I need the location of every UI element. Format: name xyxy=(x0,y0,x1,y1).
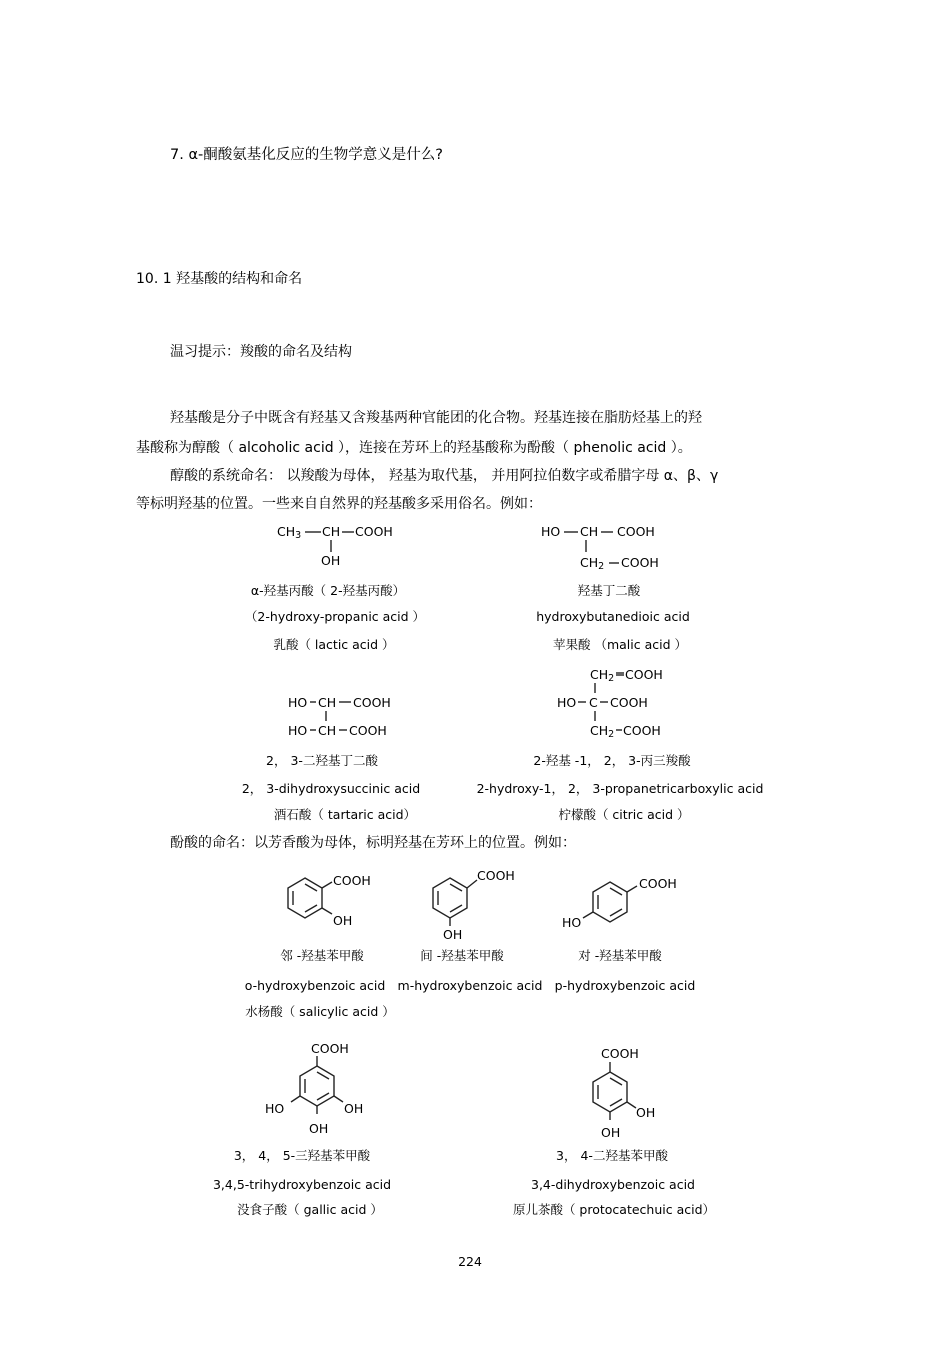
benzene-ring-icon xyxy=(297,1064,337,1108)
question-7: 7. α-酮酸氨基化反应的生物学意义是什么? xyxy=(170,147,443,163)
single-bond xyxy=(585,540,587,552)
substituent-label: COOH xyxy=(639,876,677,891)
single-bond xyxy=(305,531,321,533)
formula-subscript: 2 xyxy=(598,561,605,572)
benzene-ring-icon xyxy=(590,1070,630,1114)
single-bond xyxy=(310,729,316,731)
page-number: 224 xyxy=(458,1254,482,1269)
para-name-en: p-hydroxybenzoic acid xyxy=(554,978,696,993)
paragraph-line: 基酸称为醇酸（ alcoholic acid ），连接在芳环上的羟基酸称为酚酸（ phenolic acid ）。 xyxy=(136,440,692,456)
substituent-label: OH xyxy=(636,1105,656,1120)
substituent-label: COOH xyxy=(601,1046,639,1061)
substituent-label: COOH xyxy=(333,873,371,888)
single-bond xyxy=(339,701,351,703)
substituent-label: OH xyxy=(601,1125,621,1140)
single-bond xyxy=(330,540,332,552)
substituent-label: OH xyxy=(333,913,353,928)
substituent-label: COOH xyxy=(311,1041,349,1056)
paragraph-line: 醇酸的系统命名： 以羧酸为母体， 羟基为取代基， 并用阿拉伯数字或希腊字母 α、β、γ xyxy=(170,468,719,484)
citric-common-name: 柠檬酸（ citric acid ） xyxy=(558,807,690,822)
formula-atom: COOH xyxy=(621,555,659,570)
formula-atom: CH xyxy=(322,524,341,539)
formula-atom: COOH xyxy=(349,723,387,738)
formula-atom: HO xyxy=(288,723,308,738)
review-tip: 温习提示：羧酸的命名及结构 xyxy=(170,344,352,360)
formula-atom: CH xyxy=(580,524,599,539)
single-bond xyxy=(342,531,354,533)
formula-atom: COOH xyxy=(623,723,661,738)
formula-subscript: 2 xyxy=(608,673,615,684)
single-bond xyxy=(601,531,613,533)
single-bond xyxy=(310,701,316,703)
benzene-ring-icon xyxy=(430,876,470,920)
formula-atom: COOH xyxy=(355,524,393,539)
substituent-label: COOH xyxy=(477,868,515,883)
formula-atom: CH xyxy=(580,555,599,570)
phenol-acid-intro: 酚酸的命名：以芳香酸为母体，标明羟基在芳环上的位置。例如： xyxy=(170,835,576,851)
citric-name-cn: 2-羟基 -1， 2， 3-丙三羧酸 xyxy=(533,753,691,768)
single-bond xyxy=(609,562,619,564)
tartaric-name-cn: 2， 3-二羟基丁二酸 xyxy=(266,753,378,768)
formula-atom: COOH xyxy=(625,667,663,682)
substituent-label: HO xyxy=(562,915,582,930)
formula-atom: CH xyxy=(277,524,296,539)
proto-name-cn: 3， 4-二羟基苯甲酸 xyxy=(556,1148,668,1163)
formula-atom: OH xyxy=(321,553,341,568)
single-bond xyxy=(616,729,622,731)
lactic-name-en: （2-hydroxy-propanic acid ） xyxy=(244,609,426,624)
malic-common-name: 苹果酸 （malic acid ） xyxy=(552,637,688,652)
formula-subscript: 3 xyxy=(295,530,302,541)
meta-name-en: m-hydroxybenzoic acid xyxy=(397,978,543,993)
formula-atom: CH xyxy=(318,695,337,710)
ortho-common-name: 水杨酸（ salicylic acid ） xyxy=(245,1004,395,1019)
formula-atom: CH xyxy=(590,667,609,682)
single-bond xyxy=(564,531,578,533)
lactic-name-cn: α-羟基丙酸（ 2-羟基丙酸） xyxy=(250,583,406,598)
gallic-common-name: 没食子酸（ gallic acid ） xyxy=(237,1202,383,1217)
substituent-label: HO xyxy=(265,1101,285,1116)
ortho-name-en: o-hydroxybenzoic acid xyxy=(244,978,386,993)
formula-atom: HO xyxy=(541,524,561,539)
tartaric-common-name: 酒石酸（ tartaric acid） xyxy=(273,807,417,822)
formula-atom: COOH xyxy=(610,695,648,710)
single-bond xyxy=(600,701,608,703)
ortho-name-cn: 邻 -羟基苯甲酸 xyxy=(280,948,364,963)
substituent-label: OH xyxy=(443,927,463,942)
formula-atom: COOH xyxy=(617,524,655,539)
citric-name-en: 2-hydroxy-1， 2， 3-propanetricarboxylic acid xyxy=(476,781,764,796)
single-bond xyxy=(594,683,596,693)
formula-atom: C xyxy=(589,695,598,710)
formula-atom: HO xyxy=(288,695,308,710)
tartaric-name-en: 2， 3-dihydroxysuccinic acid xyxy=(241,781,421,796)
substituent-label: OH xyxy=(344,1101,364,1116)
formula-atom: CH xyxy=(318,723,337,738)
paragraph-line: 等标明羟基的位置。一些来自自然界的羟基酸多采用俗名。例如： xyxy=(136,496,542,512)
para-name-cn: 对 -羟基苯甲酸 xyxy=(578,948,662,963)
paragraph-line: 羟基酸是分子中既含有羟基又含羧基两种官能团的化合物。羟基连接在脂肪烃基上的羟 xyxy=(170,410,702,426)
benzene-ring-icon xyxy=(285,876,325,920)
proto-common-name: 原儿茶酸（ protocatechuic acid） xyxy=(512,1202,716,1217)
malic-name-en: hydroxybutanedioic acid xyxy=(536,609,690,624)
gallic-name-en: 3,4,5-trihydroxybenzoic acid xyxy=(212,1177,392,1192)
lactic-common-name: 乳酸（ lactic acid ） xyxy=(273,637,395,652)
single-bond xyxy=(578,701,586,703)
benzene-ring-icon xyxy=(590,880,630,924)
single-bond xyxy=(339,729,347,731)
single-bond xyxy=(594,711,596,721)
gallic-name-cn: 3， 4， 5-三羟基苯甲酸 xyxy=(233,1148,371,1163)
formula-atom: HO xyxy=(557,695,577,710)
formula-atom: CH xyxy=(590,723,609,738)
malic-name-cn: 羟基丁二酸 xyxy=(577,583,641,598)
formula-subscript: 2 xyxy=(608,729,615,740)
single-bond xyxy=(325,711,327,721)
substituent-label: OH xyxy=(309,1121,329,1136)
section-title: 10. 1 羟基酸的结构和命名 xyxy=(136,271,303,287)
meta-name-cn: 间 -羟基苯甲酸 xyxy=(420,948,504,963)
single-bond xyxy=(616,672,624,676)
proto-name-en: 3,4-dihydroxybenzoic acid xyxy=(531,1177,695,1192)
formula-atom: COOH xyxy=(353,695,391,710)
